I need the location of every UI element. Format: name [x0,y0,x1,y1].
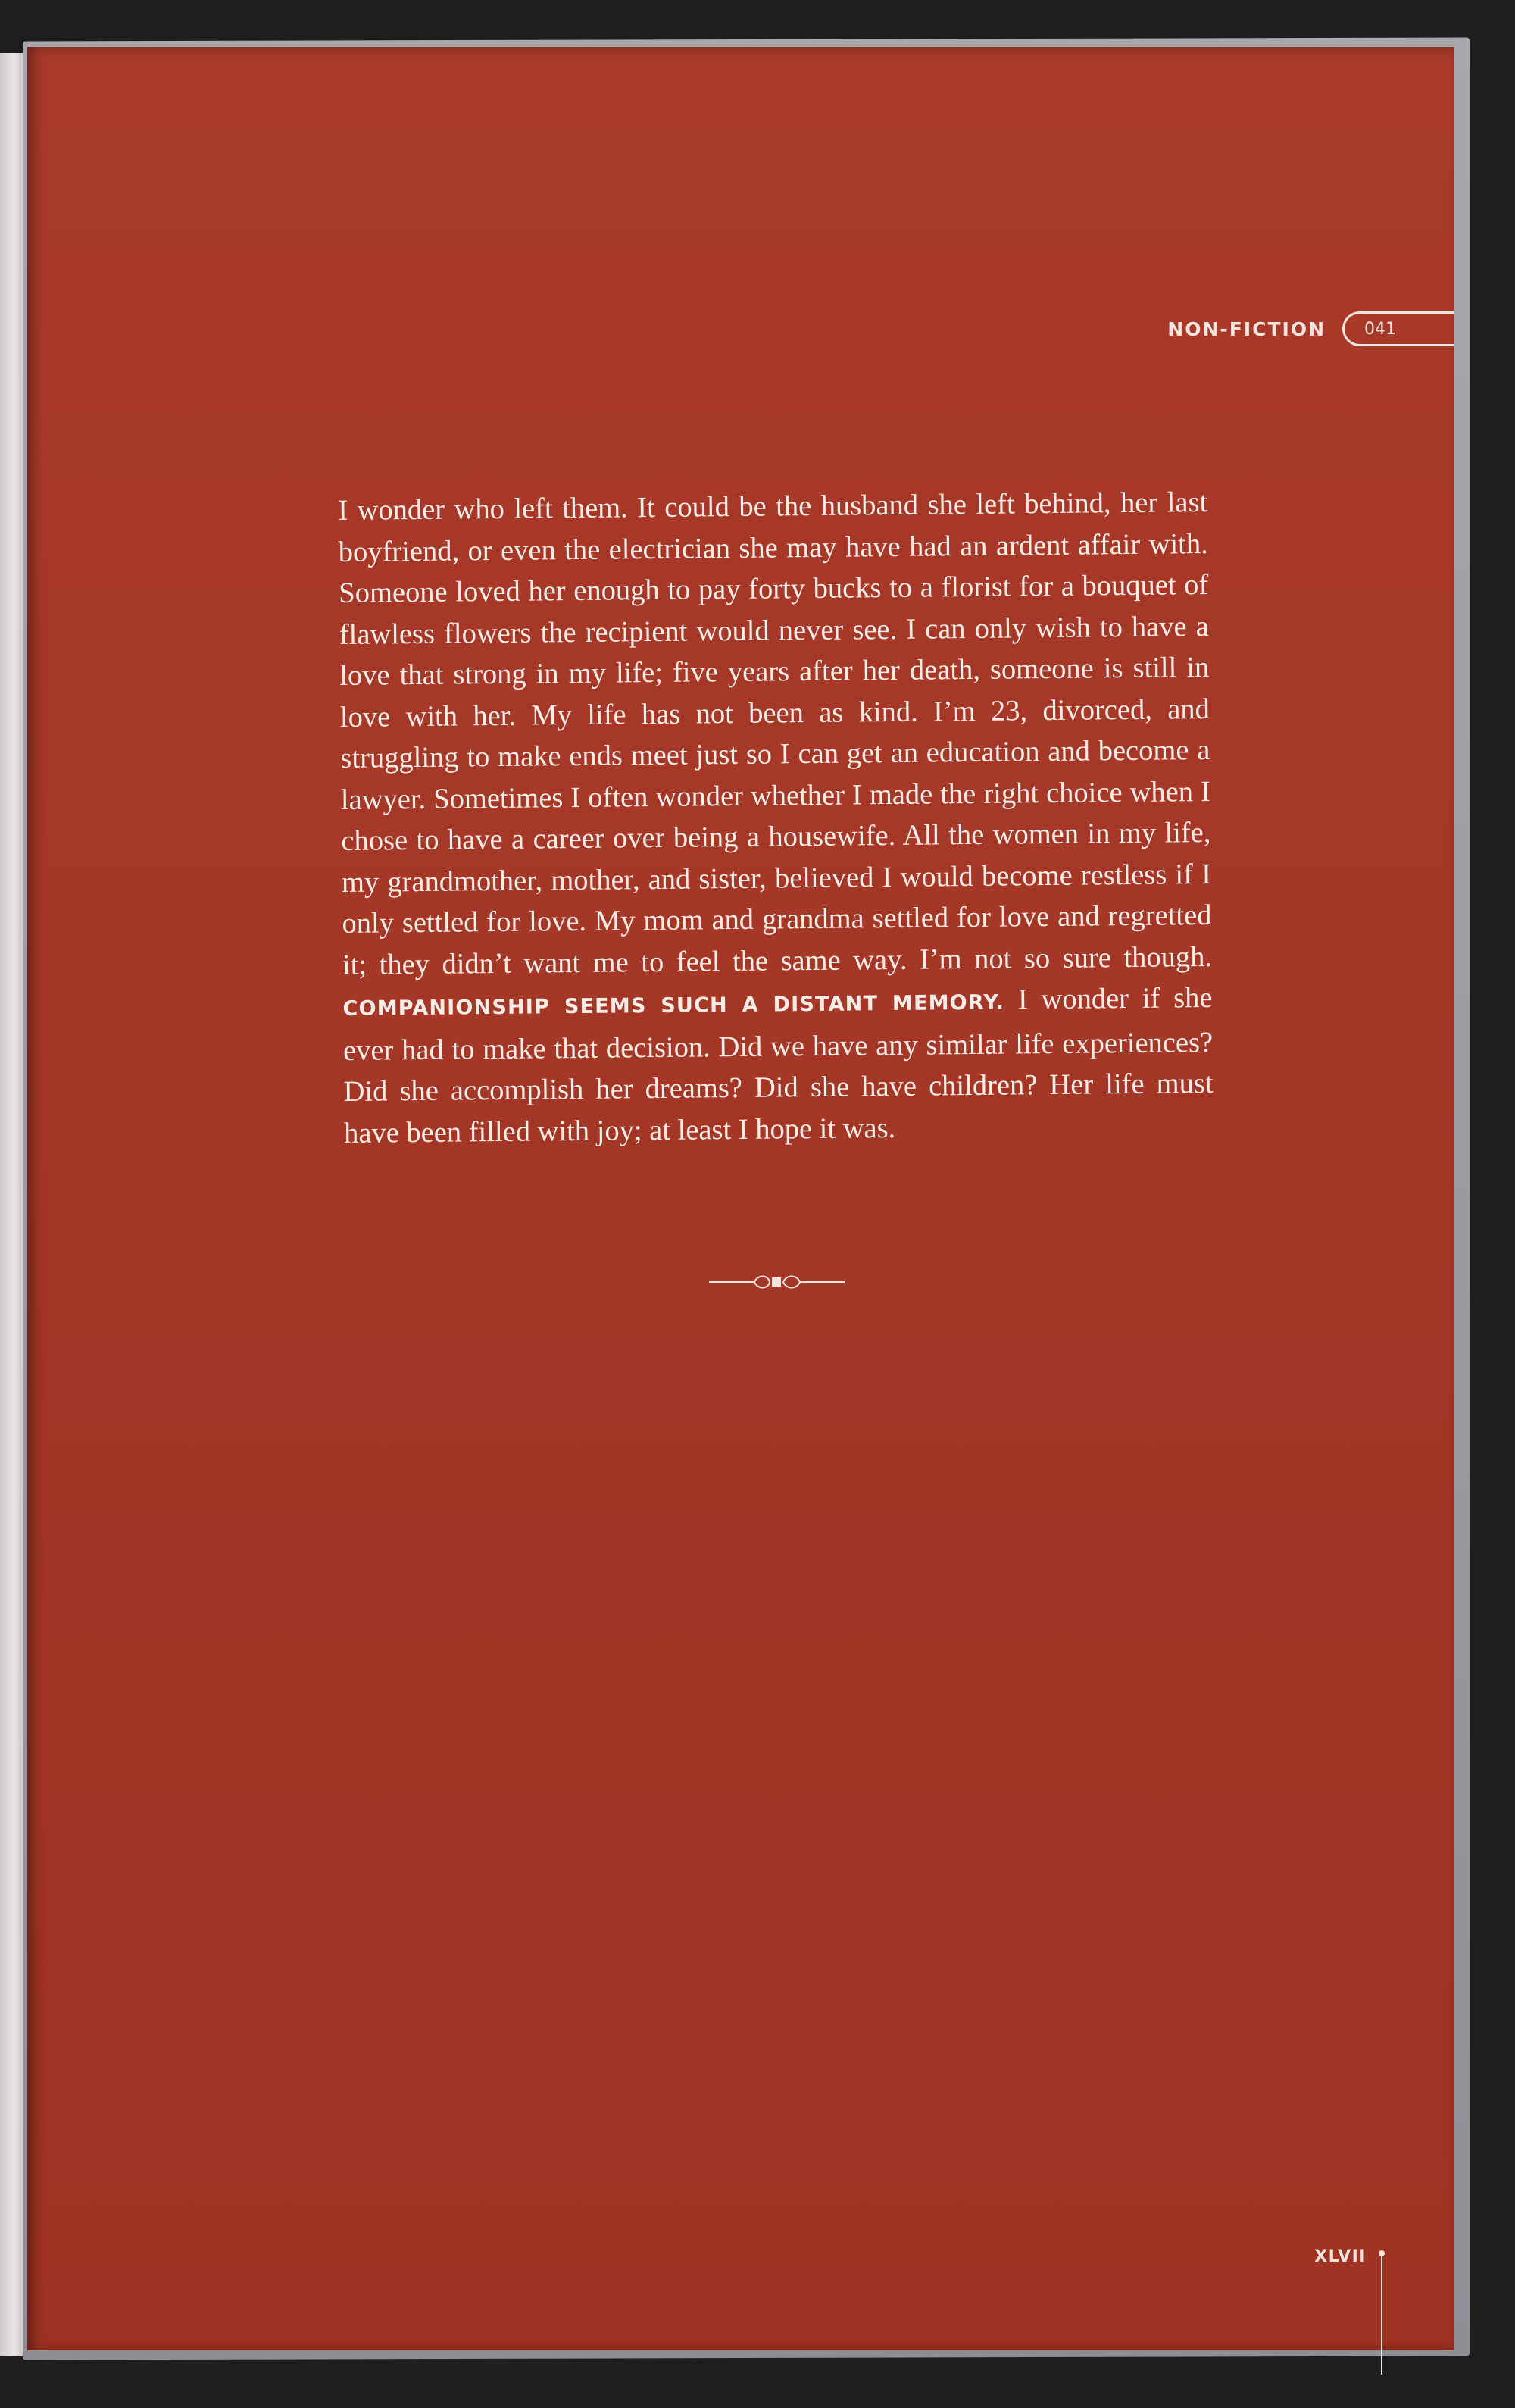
running-header [1167,302,1454,356]
page-number-tab [1342,311,1454,346]
folio-line [1381,2255,1382,2375]
magazine-page [27,47,1454,2350]
section-end-ornament-icon [709,1267,845,1297]
pull-emphasis: COMPANIONSHIP SEEMS SUCH A DISTANT MEMORY. [342,990,1005,1021]
running-footer [1314,2246,1385,2375]
roman-page-number: XLVII [1314,2247,1367,2266]
body-text-before: I wonder who left them. It could be the husband she left behind, her last boyfriend, or even the electrician she may have had an ardent affair with. Someone loved her enough to pay forty bucks to a florist for a bouquet of flawless flowers the recipient would never see. I can only wish to have a love that strong in my life; five years after her death, someone is still in love with her. My life has not been as kind. I’m 23, divorced, and struggling to make ends meet just so I can get an education and become a lawyer. Sometimes I often wonder whether I made the right choice when I chose to have a career over being a housewife. All the women in my life, my grandmother, mother, and sister, believed I would become restless if I only settled for love. My mom and grandma settled for love and regretted it; they didn’t want me to feel the same way. I’m not so sure though. [338,486,1213,981]
section-label: NON-FICTION [1167,317,1326,340]
folio-rule [1379,2246,1385,2375]
page-number: 041 [1364,319,1396,339]
body-text-after: I wonder if she ever had to make that decision. Did we have any similar life experiences? Did she accomplish her dreams? Did she have children? Her life must have been filled with joy; at least I hope it was. [342,981,1214,1149]
article-body [338,482,1214,1154]
